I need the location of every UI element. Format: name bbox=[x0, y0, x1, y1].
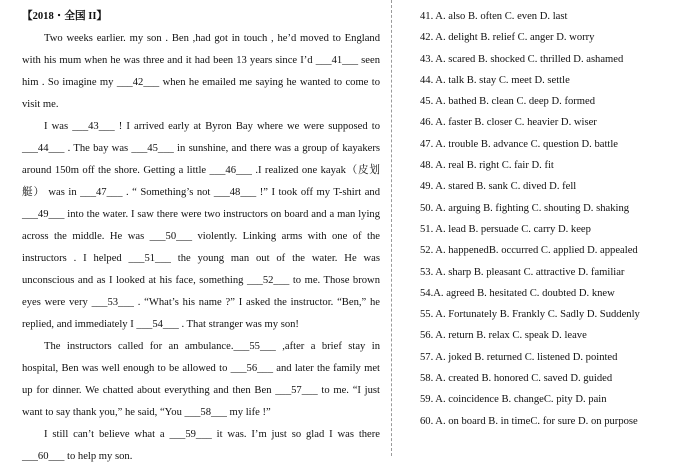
column-divider bbox=[391, 0, 392, 456]
question-44-options: 44. A. talk B. stay C. meet D. settle bbox=[420, 74, 570, 86]
question-43-options: 43. A. scared B. shocked C. thrilled D. ashamed bbox=[420, 53, 624, 65]
passage-paragraph-2: I was ___43___ ! I arrived early at Byron Bay where we were supposed to ___44___ . The bay was ___45___ in sunshine, and there was a group of kayakers around 150m off the shore. Getting a little ___46___ .I realized one kayak（皮划艇） was in ___47___ . “ Something’s not ___48___ !” I took off my T-shirt and ___49___ into the water. I saw there were two instructors on board and a man lying across the middle. He was ___50___ violently. Linking arms with one of the instructors . I helped ___51___ the young man out of the water. He was unconscious and as I looked at his face, something ___52___ to me. Those brown eyes were very ___53___ . “What’s his name ?” I asked the instructor. “Ben,” he replied, and immediately I ___54___ . That stranger was my son! bbox=[22, 121, 380, 330]
question-52-options: 52. A. happenedB. occurred C. applied D. appealed bbox=[420, 245, 638, 257]
question-56-options: 56. A. return B. relax C. speak D. leave bbox=[420, 330, 587, 342]
question-53-options: 53. A. sharp B. pleasant C. attractive D. familiar bbox=[420, 266, 625, 278]
question-54-options: 54.A. agreed B. hesitated C. doubted D. knew bbox=[420, 287, 615, 299]
question-46-options: 46. A. faster B. closer C. heavier D. wiser bbox=[420, 117, 597, 129]
question-55-options: 55. A. Fortunately B. Frankly C. Sadly D. Suddenly bbox=[420, 309, 640, 321]
passage-column bbox=[22, 6, 380, 468]
question-49-options: 49. A. stared B. sank C. dived D. fell bbox=[420, 181, 577, 193]
question-45-options: 45. A. bathed B. clean C. deep D. formed bbox=[420, 96, 596, 108]
question-51-options: 51. A. lead B. persuade C. carry D. keep bbox=[420, 223, 591, 235]
options-column bbox=[420, 6, 690, 432]
question-50-options: 50. A. arguing B. fighting C. shouting D. shaking bbox=[420, 202, 630, 214]
question-48-options: 48. A. real B. right C. fair D. fit bbox=[420, 160, 554, 172]
question-60-options: 60. A. on board B. in timeC. for sure D. on purpose bbox=[420, 415, 638, 427]
question-42-options: 42. A. delight B. relief C. anger D. worry bbox=[420, 32, 595, 44]
question-57-options: 57. A. joked B. returned C. listened D. pointed bbox=[420, 351, 618, 363]
question-47-options: 47. A. trouble B. advance C. question D. battle bbox=[420, 138, 619, 150]
passage-paragraph-3: The instructors called for an ambulance.___55___ ,after a brief stay in hospital, Ben was well enough to be allowed to ___56___ and later the family met up for dinner. We chatted about everything and then Ben ___57___ to me. “I just want to say thank you,” he said, “You ___58___ my life !” bbox=[22, 341, 380, 418]
passage-paragraph-1: Two weeks earlier. my son . Ben ,had got in touch , he’d moved to England with his mum when he was three and it had been 13 years since I’d ___41___ seen him . So imagine my ___42___ when he emailed me saying he wanted to come to visit me. bbox=[22, 33, 380, 110]
question-58-options: 58. A. created B. honored C. saved D. guided bbox=[420, 373, 613, 385]
question-41-options: 41. A. also B. often C. even D. last bbox=[420, 11, 568, 22]
passage-paragraph-4: I still can’t believe what a ___59___ it was. I’m just so glad I was there ___60___ to help my son. bbox=[22, 429, 380, 462]
question-59-options: 59. A. coincidence B. changeC. pity D. pain bbox=[420, 394, 607, 406]
exam-heading: 【2018・全国 II】 bbox=[22, 11, 108, 22]
